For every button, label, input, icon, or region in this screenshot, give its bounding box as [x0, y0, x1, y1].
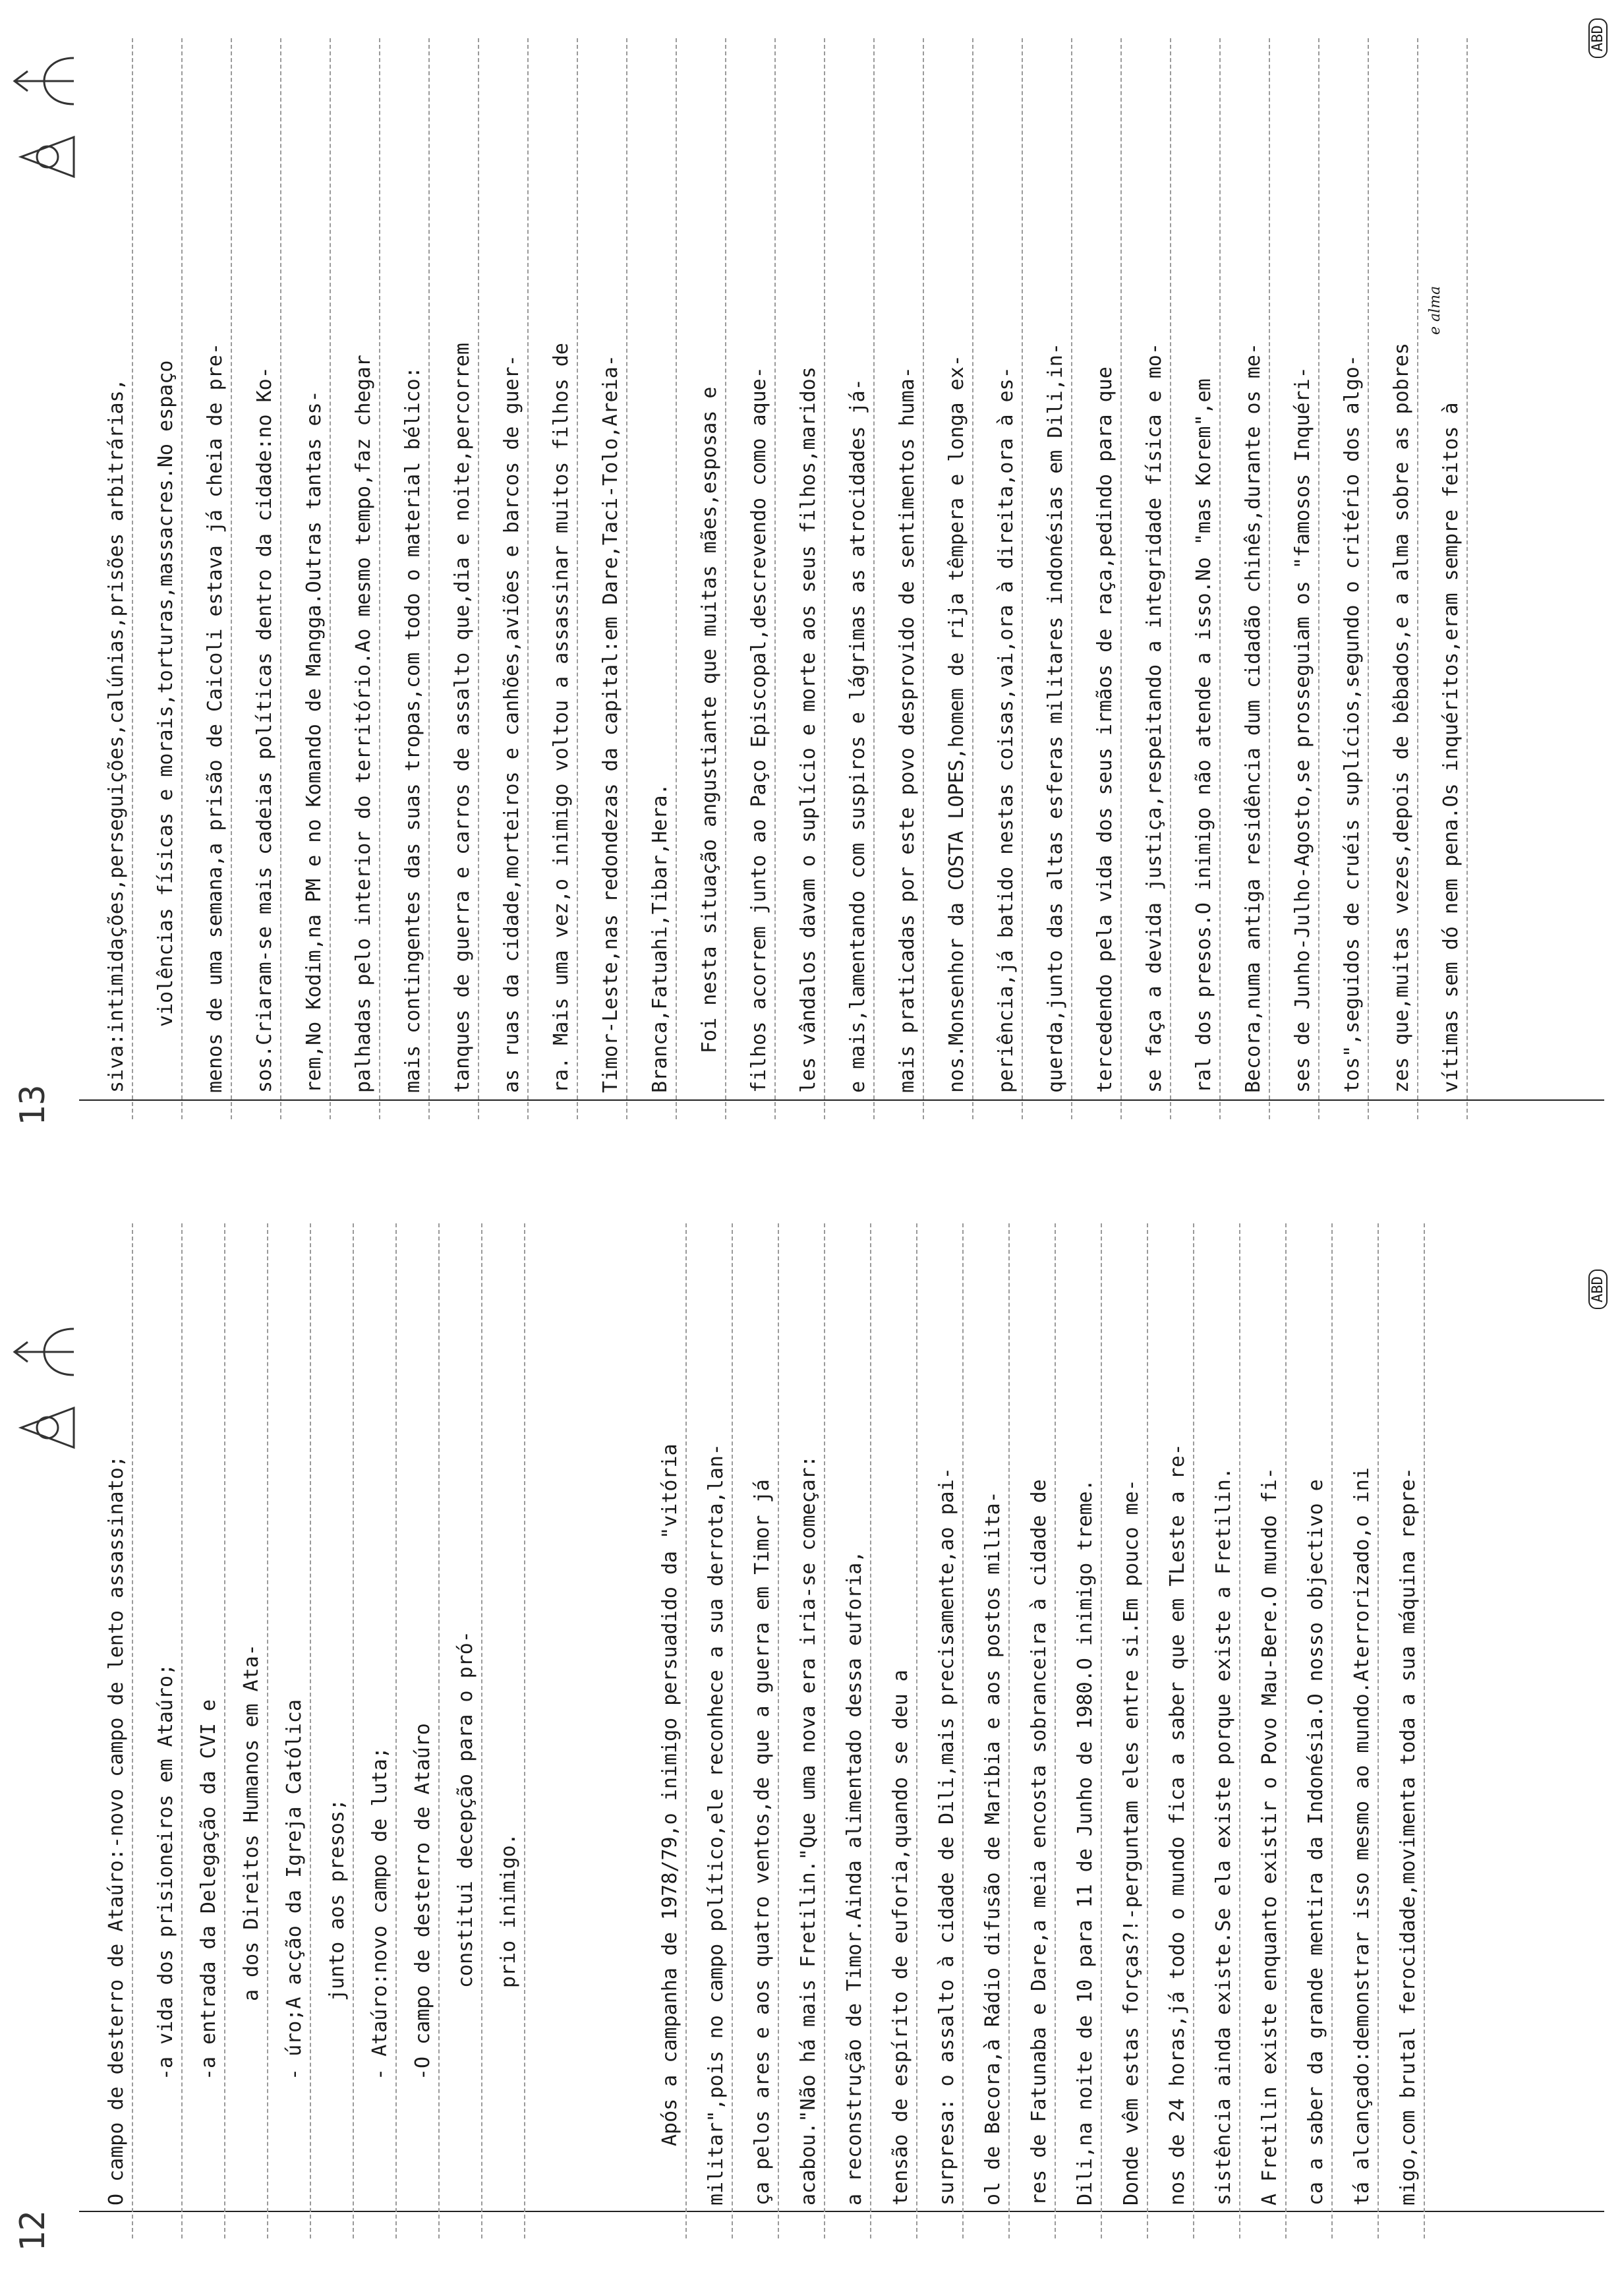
page-number-left: 12 [13, 2210, 53, 2252]
text-line: vítimas sem dó nem pena.Os inquéritos,eram sempre feitos à [1439, 402, 1463, 1093]
text-line: A Fretilin existe enquanto existir o Povo Mau-Bere.O mundo fi- [1258, 1467, 1281, 2205]
text-line: Becora,numa antiga residência dum cidadão chinês,durante os me- [1242, 343, 1265, 1093]
ruled-line [1071, 38, 1072, 1119]
ruled-line [1466, 38, 1468, 1119]
text-line: mais contingentes das suas tropas,com todo o material bélico: [401, 366, 424, 1093]
text-line: acabou."Não há mais Fretilin."Que uma nova era iria-se começar: [797, 1455, 820, 2205]
text-line: Dili,na noite de 10 para 11 de Junho de 1980.O inimigo treme. [1074, 1479, 1097, 2205]
ruled-line [824, 38, 825, 1119]
text-line: se faça a devida justiça,respeitando a integridade física e mo- [1143, 343, 1166, 1093]
ruled-line [916, 1223, 917, 2238]
text-line: ra. Mais uma vez,o inimigo voltou a assassinar muitos filhos de [550, 343, 573, 1093]
ruled-line [774, 38, 776, 1119]
ruled-line [481, 1223, 482, 2238]
text-line: tanques de guerra e carros de assalto que,dia e noite,percorrem [451, 343, 474, 1093]
ruled-line [132, 1223, 133, 2238]
text-line: zes que,muitas vezes,depois de bêbados,e a alma sobre as pobres [1390, 343, 1413, 1093]
ruled-line [310, 1223, 311, 2238]
ruled-line [224, 1223, 225, 2238]
text-line: tensão de espírito de euforia,quando se deu a [889, 1670, 912, 2205]
ruled-line [1378, 1223, 1379, 2238]
text-line: ca a saber da grande mentira da Indonésia.O nosso objectivo e [1304, 1479, 1327, 2205]
text-line: filhos acorrem junto ao Paço Episcopal,descrevendo como aque- [747, 366, 770, 1093]
ruled-line [1318, 38, 1320, 1119]
ruled-line [1170, 38, 1171, 1119]
text-line: Foi nesta situação angustiante que muitas mães,esposas e [698, 386, 721, 1053]
text-line: -O campo de desterro de Ataúro [411, 1723, 434, 2080]
text-line: palhadas pelo interior do território.Ao mesmo tempo,faz chegar [352, 355, 375, 1093]
page-number-right: 13 [13, 1084, 53, 1126]
text-line: - Ataúro:novo campo de luta; [368, 1747, 392, 2080]
text-line: e mais,lamentando com suspiros e lágrimas as atrocidades já- [846, 378, 869, 1093]
text-line: ça pelos ares e aos quatro ventos,de que a guerra em Timor já [751, 1479, 774, 2205]
text-line: menos de uma semana,a prisão de Caicoli estava já cheia de pre- [204, 343, 227, 1093]
ruled-line [1101, 1223, 1102, 2238]
handwritten-note: e alma [1427, 285, 1443, 335]
ruled-line [527, 38, 529, 1119]
text-line: constitui decepção para o pró- [454, 1631, 477, 1988]
ruled-line [1022, 38, 1023, 1119]
seal-stamp-right: ABD [1588, 18, 1608, 58]
ruled-line [1147, 1223, 1148, 2238]
ruled-line [353, 1223, 354, 2238]
ruled-line [626, 38, 627, 1119]
text-line: ral dos presos.O inimigo não atende a isso.No "mas Korem",em [1192, 378, 1215, 1093]
ruled-line [1219, 38, 1221, 1119]
text-line: junto aos presos; [326, 1798, 349, 2001]
text-line: rem,No Kodim,na PM e no Komando de Mangga.Outras tantas es- [303, 390, 326, 1093]
text-line: sos.Criaram-se mais cadeias políticas dentro da cidade:no Ko- [253, 366, 276, 1093]
ruled-line [395, 1223, 397, 2238]
emblem-icon [8, 38, 87, 190]
text-line: tercedendo pela vida dos seus irmãos de raça,pedindo para que [1093, 366, 1116, 1093]
ruled-line [962, 1223, 964, 2238]
text-line: res de Fatunaba e Dare,a meia encosta sobranceira à cidade de [1028, 1479, 1051, 2205]
ruled-line [923, 38, 924, 1119]
ruled-line [725, 38, 726, 1119]
ruled-line [1417, 38, 1418, 1119]
ruled-line [524, 1223, 525, 2238]
text-line: a reconstrução de Timor.Ainda alimentado dessa euforia, [843, 1550, 866, 2205]
ruled-line [685, 1223, 687, 2238]
ruled-line [181, 38, 183, 1119]
text-line: O campo de desterro de Ataúro:-novo campo de lento assassinato; [105, 1455, 128, 2205]
text-line: mais praticadas por este povo desprovido de sentimentos huma- [896, 366, 919, 1093]
seal-stamp-left: ABD [1588, 1270, 1608, 1309]
text-line: nos de 24 horas,já todo o mundo fica a saber que em TLeste a re- [1166, 1444, 1189, 2205]
ruled-line [870, 1223, 871, 2238]
ruled-line [478, 38, 479, 1119]
ruled-line [732, 1223, 733, 2238]
text-line: prio inimigo. [497, 1833, 520, 1988]
ruled-line [1368, 38, 1369, 1119]
text-line: les vândalos davam o suplício e morte aos seus filhos,maridos [797, 366, 820, 1093]
ruled-line [267, 1223, 268, 2238]
text-line: siva:intimidações,perseguições,calúnias,prisões arbitrárias, [105, 378, 128, 1093]
text-line: -a entrada da Delegação da CVI e [197, 1699, 220, 2080]
margin-rule [79, 1099, 1604, 1101]
ruled-line [1269, 38, 1270, 1119]
ruled-line [873, 38, 875, 1119]
text-line: - úro;A acção da Igreja Católica [283, 1699, 306, 2080]
ruled-line [428, 38, 430, 1119]
text-line: ol de Becora,à Rádio difusão de Maribia e aos postos milita- [981, 1491, 1004, 2205]
ruled-line [438, 1223, 440, 2238]
text-line: violências físicas e morais,torturas,massacres.No espaço [154, 360, 177, 1027]
text-line: Após a campanha de 1978/79,o inimigo persuadido da "vitória [658, 1444, 682, 2146]
ruled-line [1008, 1223, 1010, 2238]
text-line: Branca,Fatuahi,Tibar,Hera. [649, 783, 672, 1093]
text-line: militar",pois no campo político,ele reconhece a sua derrota,lan- [705, 1444, 728, 2205]
text-line: a dos Direitos Humanos em Ata- [240, 1644, 263, 2001]
ruled-line [1193, 1223, 1194, 2238]
ruled-line [1424, 1223, 1425, 2238]
ruled-line [1120, 38, 1122, 1119]
ruled-line [1331, 1223, 1333, 2238]
ruled-line [676, 38, 677, 1119]
text-line: Timor-Leste,nas redondezas da capital:em Dare,Taci-Tolo,Areia- [599, 355, 622, 1093]
text-line: migo,com brutal ferocidade,movimenta toda a sua máquina repre- [1397, 1467, 1420, 2205]
text-line: -a vida dos prisioneiros em Ataúro; [154, 1663, 177, 2080]
emblem-icon [8, 1309, 87, 1461]
ruled-line [280, 38, 281, 1119]
text-line: tá alcançado:demonstrar isso mesmo ao mundo.Aterrorizado,o ini [1350, 1467, 1374, 2205]
text-line: Donde vêm estas forças?!-perguntam eles entre si.Em pouco me- [1120, 1479, 1143, 2205]
ruled-line [577, 38, 578, 1119]
ruled-line [1285, 1223, 1287, 2238]
ruled-line [824, 1223, 825, 2238]
text-line: sistência ainda existe.Se ela existe porque existe a Fretilin. [1212, 1467, 1235, 2205]
text-line: tos",seguidos de cruéis suplícios,segundo o critério dos algo- [1341, 355, 1364, 1093]
ruled-line [1239, 1223, 1240, 2238]
ruled-line [181, 1223, 183, 2238]
text-line: nos.Monsenhor da COSTA LOPES,homem de rija têmpera e longa ex- [945, 355, 968, 1093]
ruled-line [778, 1223, 779, 2238]
ruled-line [330, 38, 331, 1119]
text-line: as ruas da cidade,morteiros e canhões,aviões e barcos de guer- [500, 355, 523, 1093]
ruled-line [132, 38, 133, 1119]
margin-rule [79, 2211, 1604, 2212]
text-line: ses de Junho-Julho-Agosto,se prosseguiam os "famosos Inquéri- [1291, 366, 1314, 1093]
text-line: querda,junto das altas esferas militares indonésias em Dili,in- [1044, 343, 1067, 1093]
ruled-line [231, 38, 232, 1119]
left-page [0, 1139, 1624, 2278]
ruled-line [1055, 1223, 1056, 2238]
ruled-line [972, 38, 973, 1119]
text-line: surpresa: o assalto à cidade de Dili,mais precisamente,ao pai- [935, 1467, 958, 2205]
ruled-line [379, 38, 380, 1119]
text-line: periência,já batido nestas coisas,vai,ora à direita,ora à es- [995, 366, 1018, 1093]
